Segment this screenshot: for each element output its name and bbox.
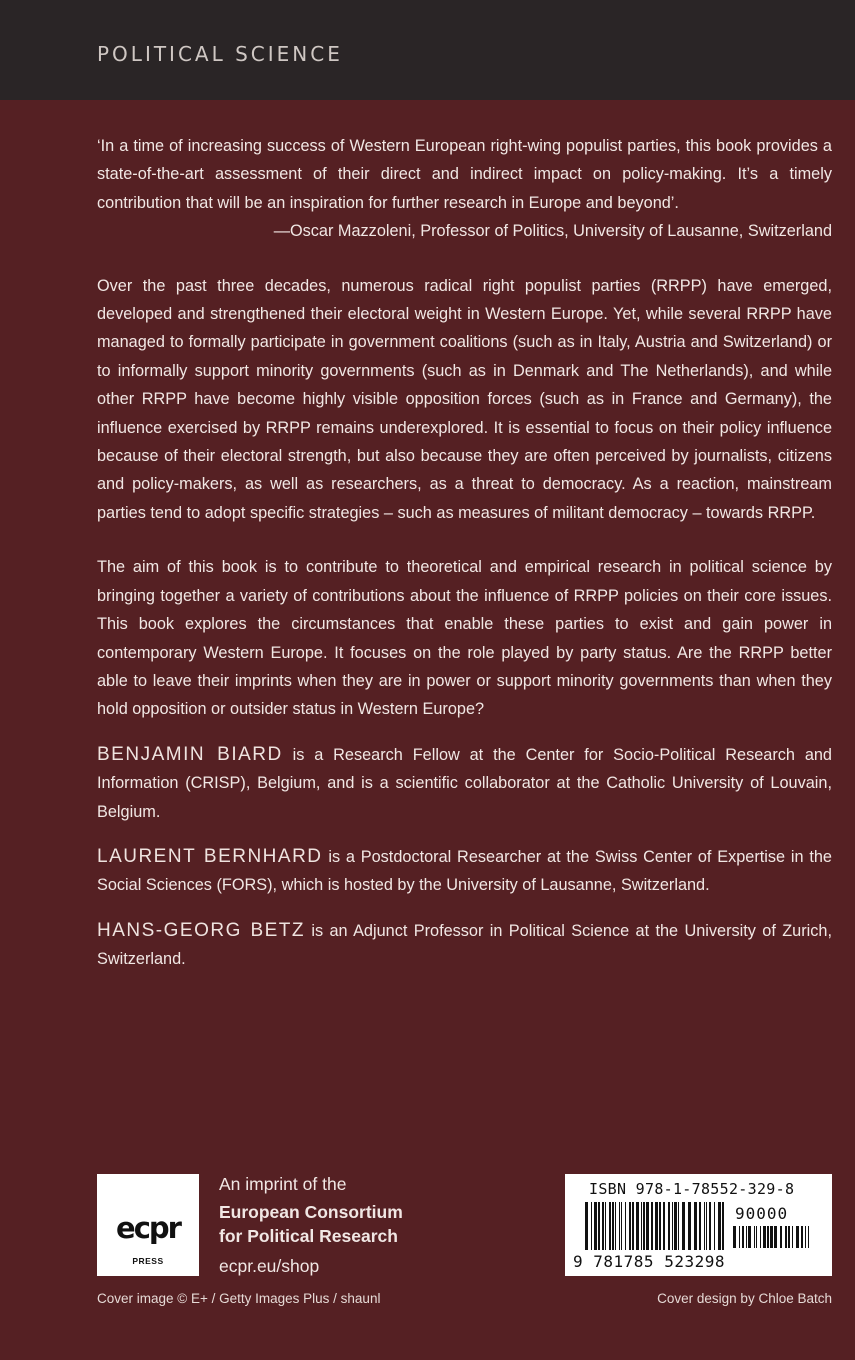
logo-wordmark: ecpr bbox=[116, 1211, 180, 1245]
publisher-url[interactable]: ecpr.eu/shop bbox=[219, 1256, 320, 1276]
top-band bbox=[0, 0, 855, 100]
description-paragraph-1: Over the past three decades, numerous radical right populist parties (RRPP) have emerged, developed and strengthened their electoral weight in Western Europe. Yet, while several RRPP have managed to formally participate in government coalitions (such as in Italy, Austria and Switzerland) or to informally support minority governments (such as in Denmark and The Netherlands), and while other RRPP have become highly visible opposition forces (such as in France and Germany), the influence exercised by RRPP remains underexplored. It is essential to focus on their policy influence because of their electoral strength, but also because they are often perceived by journalists, citizens and policy-makers, as well as researchers, as a threat to democracy. As a reaction, mainstream parties tend to adopt specific strategies – such as measures of militant democracy – towards RRPP. bbox=[97, 276, 832, 522]
author-bio-text: is a Postdoctoral Researcher at the Swiss Center of Expertise in the Social Sciences (FORS), which is hosted by the University of Lausanne, Switzerland. bbox=[97, 847, 832, 895]
price-code: 90000 bbox=[735, 1204, 789, 1223]
imprint-line: An imprint of the bbox=[219, 1174, 347, 1194]
category-label: POLITICAL SCIENCE bbox=[97, 42, 343, 66]
author-bio-text: is a Research Fellow at the Center for Socio-Political Research and Information (CRISP), Belgium, and is a scientific collaborator at the Catholic University of Louvain, Belgium. bbox=[97, 745, 832, 821]
author-name: LAURENT BERNHARD bbox=[97, 845, 323, 867]
logo-subtext: PRESS bbox=[132, 1256, 164, 1266]
author-name: BENJAMIN BIARD bbox=[97, 743, 283, 765]
cover-design-credit: Cover design by Chloe Batch bbox=[657, 1291, 832, 1306]
author-bio bbox=[97, 843, 832, 900]
author-bio bbox=[97, 741, 832, 826]
back-cover-text bbox=[97, 132, 832, 974]
publisher-imprint bbox=[219, 1172, 403, 1278]
ecpr-press-logo bbox=[97, 1174, 199, 1276]
ean-barcode bbox=[585, 1202, 727, 1250]
description-paragraph-2: The aim of this book is to contribute to theoretical and empirical research in political science by bringing together a variety of contributions about the influence of RRPP policies on their core issues. This book explores the circumstances that enable these parties to exist and gain power in contemporary Western Europe. It focuses on the role played by party status. Are the RRPP better able to leave their imprints when they are in power or support minority governments than when they hold opposition or outsider status in Western Europe? bbox=[97, 558, 832, 719]
author-name: HANS-GEORG BETZ bbox=[97, 919, 306, 941]
addon-barcode bbox=[733, 1226, 813, 1248]
author-bio-text: is an Adjunct Professor in Political Science at the University of Zurich, Switzerland. bbox=[97, 921, 832, 969]
endorsement-attribution: —Oscar Mazzoleni, Professor of Politics, University of Lausanne, Switzerland bbox=[273, 222, 832, 241]
isbn-number: ISBN 978-1-78552-329-8 bbox=[589, 1180, 795, 1198]
endorsement-quote: ‘In a time of increasing success of Western European right-wing populist parties, this book provides a state-of-the-art assessment of their direct and indirect impact on policy-making. It’s a timely contribution that will be an inspiration for further research in Europe and beyond’. bbox=[97, 137, 832, 212]
publisher-name-line1: European Consortium bbox=[219, 1202, 403, 1222]
barcode-box bbox=[565, 1174, 832, 1276]
ean-digits: 9 781785 523298 bbox=[573, 1252, 725, 1271]
publisher-name-line2: for Political Research bbox=[219, 1226, 398, 1246]
cover-image-credit: Cover image © E+ / Getty Images Plus / shaunl bbox=[97, 1291, 381, 1306]
author-bio bbox=[97, 917, 832, 974]
